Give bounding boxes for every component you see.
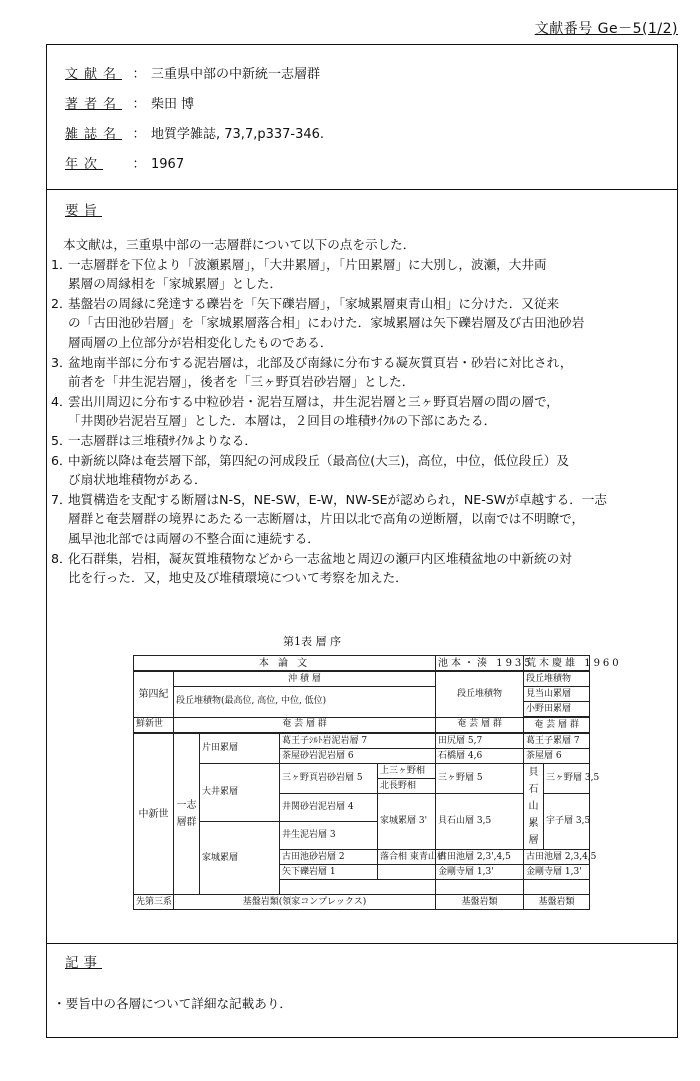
- table-header-row: [134, 656, 590, 672]
- summary-item-line: 一志層群は三堆積ｻｲｸﾙよりなる．: [68, 432, 257, 448]
- unit-3: 井生泥岩層 3: [280, 822, 378, 850]
- ageso-ikemoto: 奄 芸 層 群: [436, 717, 524, 733]
- journal-row: [65, 125, 324, 145]
- author-value: 柴田 博: [151, 97, 195, 112]
- ieki-facies: [378, 850, 446, 865]
- table-row: [134, 733, 590, 749]
- ieki-3prime: 家城累層 3': [378, 794, 436, 850]
- unit-4: 井関砂岩泥岩層 4: [280, 794, 378, 822]
- higashi-aoyama-facies: 東青山相: [409, 851, 446, 862]
- title-label: 文献名: [65, 67, 123, 82]
- table-title: 第1表 層 序: [283, 635, 341, 648]
- colon: ：: [132, 157, 146, 172]
- journal-label: 雑誌名: [65, 127, 123, 142]
- summary-item-number: 4．: [51, 393, 72, 409]
- unit-1: 矢下礫岩層 1: [280, 865, 378, 880]
- ike-tajiri: 田尻層 5,7: [436, 733, 524, 749]
- journal-value: 地質学雑誌, 73,7,p337-346.: [151, 127, 325, 142]
- araki-sankano: 三ヶ野層 3,5: [544, 764, 590, 794]
- summary-item-line: 風早池北部では両層の不整合面に連続する．: [68, 530, 320, 546]
- araki-mitoyama: 見当山累層: [524, 687, 590, 702]
- summary-item-line: 前者を「井生泥岩層」，後者を「三ヶ野頁岩砂岩層」とした．: [68, 374, 415, 390]
- summary-item-line: 中新統以降は奄芸層下部，第四紀の河成段丘（最高位(大三)，高位，中位，低位段丘）及: [68, 452, 569, 468]
- unit-5: 三ヶ野頁岩砂岩層 5: [280, 764, 378, 794]
- colon: ：: [132, 127, 146, 142]
- notes-divider: [47, 943, 677, 944]
- ochiai-facies: 落合相: [380, 851, 408, 862]
- notes-heading: 記事: [65, 955, 102, 971]
- table-row: [134, 895, 590, 910]
- summary-item-line: 地質構造を支配する断層はN-S，NE-SW，E-W，NW-SEが認められ，NE-SWが卓越する．一志: [68, 491, 607, 507]
- araki-uko: 宇子層 3,5: [544, 794, 590, 850]
- table-row: [134, 717, 590, 733]
- terrace-ikemoto: 段丘堆積物: [436, 671, 524, 717]
- unit-6: 茶屋砂岩泥岩層 6: [280, 749, 436, 764]
- unit-2: 古田池砂岩層 2: [280, 850, 378, 865]
- ike-furutaike: 古田池層 2,3',4,5: [436, 850, 524, 865]
- ieki-formation: 家城累層: [200, 822, 280, 895]
- summary-item-number: 3．: [51, 354, 72, 370]
- colon: ：: [132, 97, 146, 112]
- author-row: [65, 95, 194, 115]
- empty-cell: [524, 880, 590, 895]
- record-frame: [46, 44, 678, 1038]
- ishi-group: 一志層群: [174, 733, 200, 895]
- summary-item-line: 雲出川周辺に分布する中粒砂岩・泥岩互層は，井生泥岩層と三ヶ野頁岩層の間の層で，: [68, 393, 559, 409]
- alluvium-cell: 沖 積 層: [174, 671, 436, 687]
- summary-item: [51, 549, 671, 588]
- year-value: 1967: [151, 157, 185, 172]
- ike-kongoji: 金剛寺層 1,3': [436, 865, 524, 880]
- oi-formation: 大井累層: [200, 764, 280, 822]
- empty-cell: [436, 880, 524, 895]
- summary-intro: 本文献は，三重県中部の一志層群について以下の点を示した．: [63, 237, 416, 252]
- header-ikemoto: 池本・湊 1935: [436, 656, 524, 672]
- araki-terrace: 段丘堆積物: [524, 671, 590, 687]
- summary-item: [51, 490, 671, 549]
- table-row: [134, 764, 590, 779]
- summary-item-number: 8．: [51, 550, 72, 566]
- summary-item-line: 比を行った．又，地史及び堆積環境について考察を加えた．: [68, 570, 408, 586]
- araki-kaiishiyama-group: 貝石山累層: [524, 764, 544, 850]
- basement-this: 基盤岩類(領家コンプレックス): [174, 895, 436, 910]
- ageso-this: 奄 芸 層 群: [174, 717, 436, 733]
- summary-item: [51, 392, 671, 431]
- summary-item: [51, 451, 671, 490]
- title-row: [65, 65, 320, 85]
- summary-item-line: 累層の周縁相を「家城累層」とした．: [68, 276, 283, 292]
- araki-kuzuoji: 葛王子累層 7: [524, 733, 590, 749]
- araki-kongoji: 金剛寺層 1,3': [524, 865, 590, 880]
- unit-7: 葛王子ｼﾙﾄ岩泥岩層 7: [280, 733, 436, 749]
- summary-item-number: 1．: [51, 256, 72, 272]
- summary-item-line: 化石群集，岩相，凝灰質堆積物などから一志盆地と周辺の瀬戸内区堆積盆地の中新統の対: [68, 550, 572, 566]
- summary-item: [51, 353, 671, 392]
- terrace-this-paper: 段丘堆積物(最高位, 高位, 中位, 低位): [174, 687, 436, 718]
- summary-item-line: 一志層群を下位より「波瀬累層」，「大井累層」，「片田累層」に大別し，波瀬，大井両: [68, 256, 547, 272]
- summary-item: [51, 294, 671, 353]
- summary-body: [51, 235, 671, 588]
- header-this-paper: 本 論 文: [134, 656, 436, 672]
- ageso-araki: 奄 芸 層 群: [524, 717, 590, 733]
- table-row: [134, 671, 590, 687]
- ike-kaiishiyama: 貝石山層 3,5: [436, 794, 524, 850]
- summary-heading: 要旨: [65, 203, 102, 219]
- summary-item-number: 2．: [51, 295, 72, 311]
- summary-item: [51, 431, 671, 451]
- basement-ikemoto: 基盤岩類: [436, 895, 524, 910]
- araki-chaya: 茶屋層 6: [524, 749, 590, 764]
- era-pretertiary: 先第三系: [134, 895, 174, 910]
- stratigraphy-table: [133, 655, 622, 910]
- ike-sankano: 三ヶ野層 5: [436, 764, 524, 794]
- year-row: [65, 155, 184, 175]
- summary-list: [51, 255, 671, 588]
- metadata-block: [47, 45, 677, 190]
- summary-item-line: 層両層の上位部分が岩相変化したものである．: [68, 334, 333, 350]
- summary-item-number: 6．: [51, 452, 72, 468]
- unit-5-facies-a: 上三ヶ野相: [378, 764, 436, 779]
- author-label: 著者名: [65, 97, 123, 112]
- summary-item-line: 層群と奄芸層群の境界にあたる一志断層は，片田以北で高角の逆断層，以南では不明瞭で，: [68, 511, 585, 527]
- summary-item-line: 基盤岩の周縁に発達する礫岩を「矢下礫岩層」，「家城累層東青山相」に分けた．又従来: [68, 295, 560, 311]
- empty-cell: [378, 865, 436, 880]
- ike-ishibashi: 石橋層 4,6: [436, 749, 524, 764]
- summary-item-number: 7．: [51, 491, 72, 507]
- unit-5-facies-b: 北長野相: [378, 779, 436, 794]
- summary-item-line: 「井関砂岩泥岩互層」とした．本層は，２回目の堆積ｻｲｸﾙの下部にあたる．: [68, 413, 497, 429]
- araki-onoda: 小野田累層: [524, 702, 590, 718]
- basement-araki: 基盤岩類: [524, 895, 590, 910]
- colon: ：: [132, 67, 146, 82]
- summary-item-line: の「古田池砂岩層」を「家城累層落合相」にわけた．家城累層は矢下礫岩層及び古田池砂岩: [68, 315, 585, 331]
- era-pliocene: 鮮新世: [134, 717, 174, 733]
- era-quaternary: 第四紀: [134, 671, 174, 717]
- empty-cell: [280, 880, 436, 895]
- summary-item-line: 盆地南半部に分布する泥岩層は，北部及び南縁に分布する凝灰質頁岩・砂岩に対比され，: [68, 354, 573, 370]
- araki-furutaike: 古田池層 2,3,4,5: [524, 850, 590, 865]
- title-value: 三重県中部の中新統一志層群: [151, 67, 321, 82]
- notes-text: ・要旨中の各層について詳細な記載あり．: [53, 996, 293, 1011]
- katada-formation: 片田累層: [200, 733, 280, 764]
- era-miocene: 中新世: [134, 733, 174, 895]
- header-araki: 荒木慶雄 1960: [524, 656, 590, 672]
- summary-item: [51, 255, 671, 294]
- summary-item-line: び扇状地堆積物がある．: [68, 472, 207, 488]
- year-label: 年次: [65, 157, 104, 172]
- summary-item-number: 5．: [51, 432, 72, 448]
- document-number: 文献番号 Ge－5(1/2): [534, 21, 678, 37]
